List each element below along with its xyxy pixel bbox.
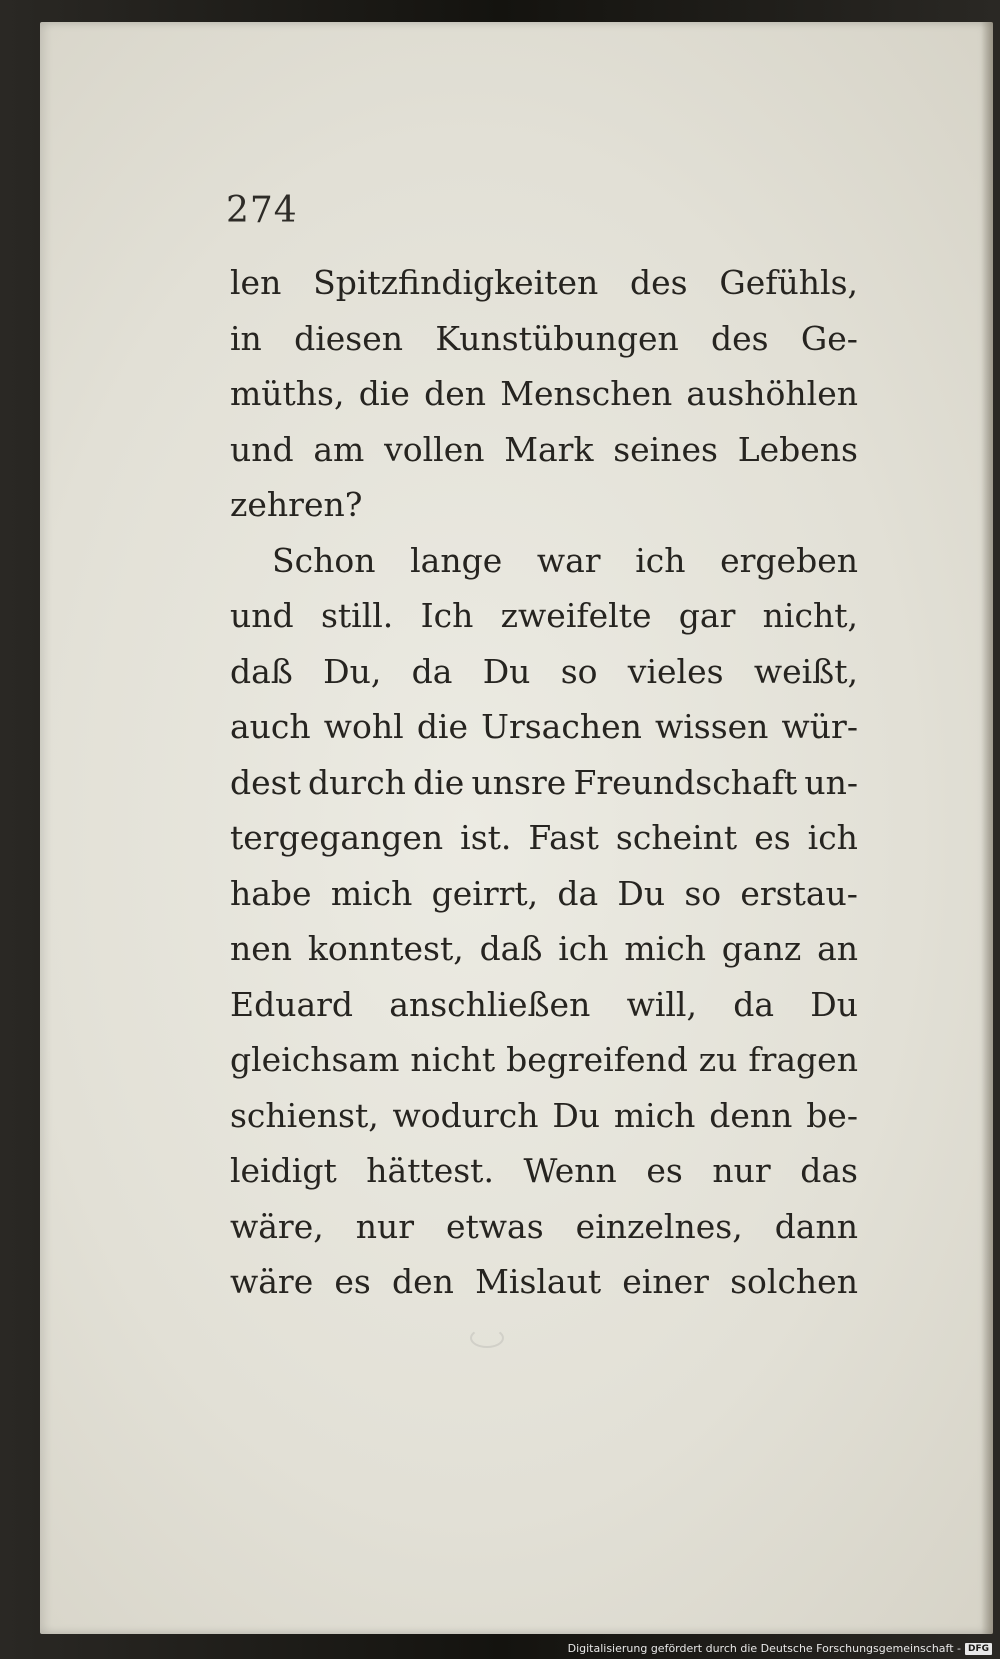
word: nen xyxy=(230,929,293,968)
word: tergegangen xyxy=(230,818,444,857)
word: be- xyxy=(806,1095,858,1135)
word: des xyxy=(630,263,688,302)
text-line xyxy=(230,422,858,478)
word: ich xyxy=(807,818,858,857)
word: an xyxy=(817,929,858,968)
word: Du, xyxy=(323,651,382,691)
word: des xyxy=(711,318,769,358)
text-line xyxy=(230,866,858,922)
word: wissen xyxy=(654,707,769,746)
word: scheint xyxy=(615,818,738,857)
word: das xyxy=(800,1151,858,1190)
word: nicht, xyxy=(762,596,858,635)
word: wodurch xyxy=(392,1095,539,1135)
word: unsre xyxy=(471,762,567,802)
word: nur xyxy=(355,1206,415,1246)
text-line xyxy=(230,366,858,422)
text-line xyxy=(230,810,858,866)
word: still. xyxy=(320,596,394,635)
word: Ge- xyxy=(800,318,858,358)
word: auch xyxy=(230,707,311,746)
word: ganz xyxy=(721,929,802,968)
word: Ich xyxy=(420,596,474,635)
word: un- xyxy=(804,762,858,802)
word: aushöhlen xyxy=(686,374,858,413)
word: wäre, xyxy=(230,1206,324,1246)
word: und xyxy=(230,596,294,635)
word: Fast xyxy=(528,818,599,857)
word: ich xyxy=(558,929,609,968)
word: nur xyxy=(712,1151,771,1190)
word: habe xyxy=(230,873,312,913)
word: Du xyxy=(810,984,858,1024)
word: Gefühls, xyxy=(719,263,858,302)
dfg-logo: DFG xyxy=(965,1643,992,1655)
word: Du xyxy=(552,1095,601,1135)
word: zweifelte xyxy=(500,596,652,635)
text-line xyxy=(230,1088,858,1144)
footer-credit: Digitalisierung gefördert durch die Deutsche Forschungsgemeinschaft - xyxy=(567,1642,961,1655)
body-text xyxy=(230,255,858,1310)
word: denn xyxy=(709,1095,793,1135)
word: fragen xyxy=(748,1040,858,1079)
page-number: 274 xyxy=(226,190,298,231)
text-line xyxy=(230,755,858,811)
word: es xyxy=(334,1262,371,1301)
word: den xyxy=(424,374,487,413)
text-line xyxy=(230,588,858,644)
word: mich xyxy=(613,1095,696,1135)
word: da xyxy=(557,873,599,913)
word: anschließen xyxy=(389,984,591,1024)
paper-stain xyxy=(470,1328,504,1348)
text-line xyxy=(230,921,858,977)
word: Mark xyxy=(504,429,594,469)
word: die xyxy=(358,374,410,413)
word: da xyxy=(411,651,453,691)
word: so xyxy=(560,651,598,691)
word: ich xyxy=(635,540,686,580)
word: Spitzfindigkeiten xyxy=(313,263,599,302)
text-line xyxy=(230,644,858,700)
word: len xyxy=(230,263,282,302)
text-line xyxy=(230,477,858,533)
text-line xyxy=(230,1199,858,1255)
word: Lebens xyxy=(737,429,858,469)
word: diesen xyxy=(294,318,404,358)
word: zehren? xyxy=(230,485,363,524)
word: mich xyxy=(624,929,706,968)
word: etwas xyxy=(446,1206,544,1246)
word: nicht xyxy=(410,1040,496,1079)
text-line xyxy=(230,1143,858,1199)
word: Eduard xyxy=(230,984,354,1024)
word: Du xyxy=(617,873,666,913)
word: Menschen xyxy=(500,374,673,413)
text-line xyxy=(230,699,858,755)
text-line xyxy=(230,1254,858,1310)
word: Kunstübungen xyxy=(435,318,679,358)
text-line xyxy=(230,533,858,589)
word: will, xyxy=(626,984,697,1024)
text-line xyxy=(230,255,858,311)
word: erstau- xyxy=(740,873,858,913)
word: vollen xyxy=(384,429,485,469)
digitization-footer xyxy=(568,1642,992,1655)
word: durch xyxy=(308,762,406,802)
word: geirrt, xyxy=(431,873,539,913)
word: hättest. xyxy=(366,1151,494,1190)
word: gar xyxy=(678,596,736,635)
word: so xyxy=(684,873,722,913)
word: in xyxy=(230,318,262,358)
text-line xyxy=(230,1032,858,1088)
word: daß xyxy=(230,651,293,691)
word: Wenn xyxy=(523,1151,617,1190)
word: wäre xyxy=(230,1262,314,1301)
word: wür- xyxy=(781,707,858,746)
word: weißt, xyxy=(753,651,858,691)
word: es xyxy=(754,818,791,857)
word: ergeben xyxy=(720,540,858,580)
word: Freundschaft xyxy=(573,762,798,802)
word: solchen xyxy=(730,1262,858,1301)
word: leidigt xyxy=(230,1151,337,1190)
word: war xyxy=(536,540,601,580)
word: den xyxy=(392,1262,454,1301)
word: gleichsam xyxy=(230,1040,400,1079)
word: die xyxy=(413,762,465,802)
word: die xyxy=(416,707,469,746)
word: daß xyxy=(479,929,543,968)
word: zu xyxy=(698,1040,738,1079)
text-line xyxy=(230,977,858,1033)
word: lange xyxy=(410,540,503,580)
word: vieles xyxy=(627,651,724,691)
word: mich xyxy=(330,873,413,913)
word: dann xyxy=(774,1206,858,1246)
word: begreifend xyxy=(506,1040,688,1079)
word: schienst, xyxy=(230,1095,379,1135)
word: da xyxy=(733,984,775,1024)
word: und xyxy=(230,429,294,469)
word: am xyxy=(313,429,365,469)
word: Du xyxy=(482,651,531,691)
word: einzelnes, xyxy=(575,1206,743,1246)
word: wohl xyxy=(323,707,404,746)
word: es xyxy=(646,1151,683,1190)
word: Mislaut xyxy=(475,1262,602,1301)
word: seines xyxy=(613,429,718,469)
word: Ursachen xyxy=(481,707,642,746)
word: Schon xyxy=(272,540,376,580)
word: einer xyxy=(622,1262,709,1301)
page-edge-shadow xyxy=(981,22,993,1634)
word: ist. xyxy=(460,818,512,857)
word: dest xyxy=(230,762,301,802)
word: müths, xyxy=(230,374,345,413)
text-line xyxy=(230,311,858,367)
word: konntest, xyxy=(307,929,464,968)
